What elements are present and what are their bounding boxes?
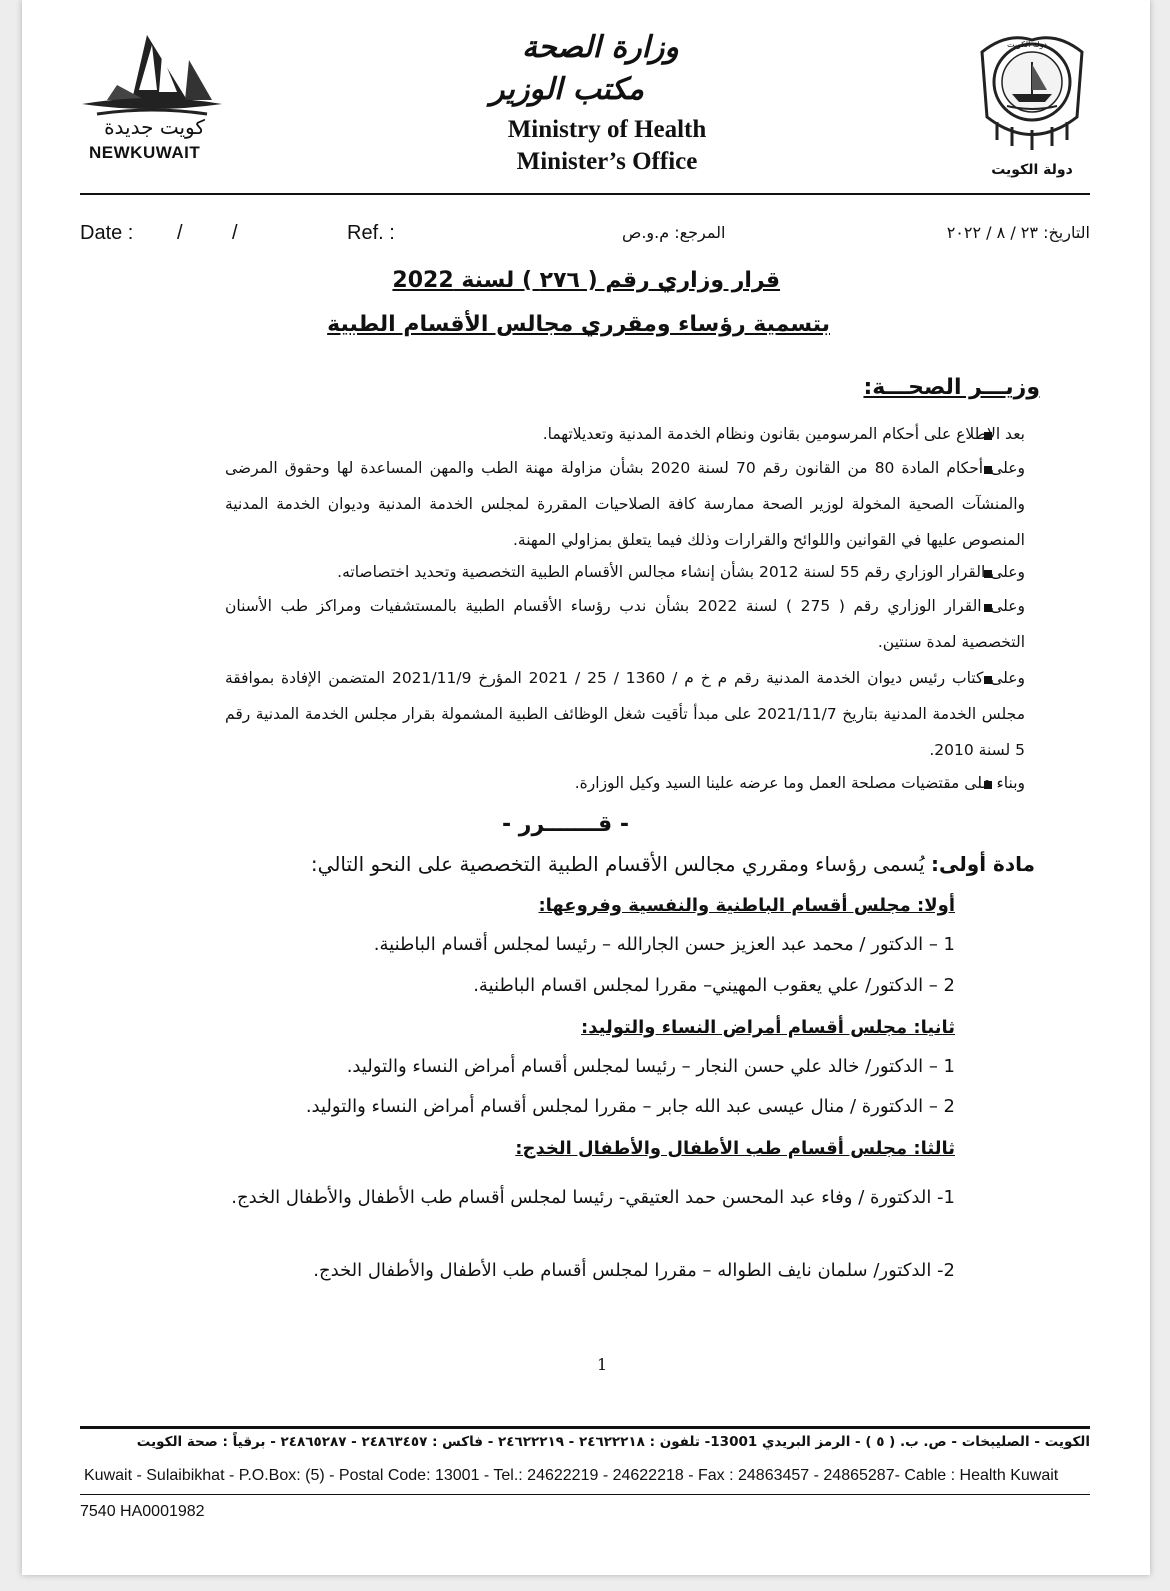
decision-title: قرار وزاري رقم ( ٢٧٦ ) لسنة 2022: [392, 268, 780, 293]
header-rule: [80, 193, 1090, 195]
list-item: 2 – الدكتورة / منال عيسى عبد الله جابر – مقررا لمجلس أقسام أمراض النساء والتوليد.: [305, 1096, 955, 1117]
minister-heading: وزيـــر الصحـــة:: [863, 375, 1040, 400]
office-english: Minister’s Office: [516, 148, 698, 175]
footer-bottom-rule: [80, 1494, 1090, 1495]
article-label: مادة أولى:: [931, 852, 1035, 876]
ministry-english: Ministry of Health: [507, 116, 707, 143]
ref-arabic: المرجع: م.و.ص: [622, 223, 726, 242]
office-arabic: مكتب الوزير: [490, 72, 644, 107]
list-item: 2 – الدكتور/ علي يعقوب المهيني– مقررا لمجلس اقسام الباطنية.: [473, 975, 955, 996]
preamble-paragraph: وبناء على مقتضيات مصلحة العمل وما عرضه علينا السيد وكيل الوزارة.: [574, 774, 1025, 792]
date-slash: /: [232, 222, 238, 244]
ref-label: Ref. :: [347, 222, 395, 244]
date-label: Date :: [80, 222, 134, 244]
list-item: 1 – الدكتور/ خالد علي حسن النجار – رئيسا لمجلس أقسام أمراض النساء والتوليد.: [346, 1056, 955, 1077]
new-kuwait-english: NEWKUWAIT: [89, 143, 201, 162]
date-slash: /: [177, 222, 183, 244]
list-item: 1- الدكتورة / وفاء عبد المحسن حمد العتيقي- رئيسا لمجلس أقسام طب الأطفال والأطفال الخدج.: [231, 1187, 955, 1208]
ministry-arabic: وزارة الصحة: [522, 30, 679, 65]
page-number: 1: [597, 1355, 608, 1374]
document-code: 7540 HA0001982: [80, 1503, 205, 1520]
section-heading: ثانيا: مجلس أقسام أمراض النساء والتوليد:: [581, 1017, 955, 1038]
new-kuwait-arabic: كويت جديدة: [104, 115, 205, 139]
preamble-paragraph: وعلى القرار الوزاري رقم 55 لسنة 2012 بشأن إنشاء مجالس الأقسام الطبية التخصصية وتحديد اختصاصاته.: [337, 563, 1025, 581]
state-of-kuwait-label: دولة الكويت: [991, 162, 1073, 178]
footer-address-arabic: الكويت - الصليبخات - ص. ب. ( ٥ ) - الرمز البريدي 13001- تلفون : ٢٤٦٢٢٢١٨ - ٢٤٦٢٢٢١٩ - فاكس : ٢٤٨٦٣٤٥٧ - ٢٤٨٦٥٢٨٧ - برقياً : صحة الكويت: [136, 1434, 1090, 1450]
decides-heading: - قـــــــرر -: [502, 812, 629, 837]
preamble-paragraph: بعد الاطلاع على أحكام المرسومين بقانون ونظام الخدمة المدنية وتعديلاتهما.: [542, 425, 1025, 443]
new-kuwait-logo: [77, 30, 227, 165]
date-arabic: التاريخ: ٢٣ / ٨ / ٢٠٢٢: [946, 223, 1090, 242]
list-item: 1 – الدكتور / محمد عبد العزيز حسن الجارالله – رئيسا لمجلس أقسام الباطنية.: [373, 934, 955, 955]
preamble-paragraph: وعلى كتاب رئيس ديوان الخدمة المدنية رقم م خ م / 1360 / 25 / 2021 المؤرخ 2021/11/9 المتضمن الإفادة بموافقة مجلس الخدمة المدنية بتاريخ 2021/11/7 على مبدأ تأقيت شغل الوظائف الطبية المشمولة بقرار مجلس الخدمة المدنية رقم 5 لسنة 2010.: [225, 669, 1026, 759]
footer-address-english: Kuwait - Sulaibikhat - P.O.Box: (5) - Postal Code: 13001 - Tel.: 24622219 - 24622218 - Fax : 24863457 - 24865287- Cable : Health Kuwait: [84, 1467, 1059, 1484]
list-item: 2- الدكتور/ سلمان نايف الطواله – مقررا لمجلس أقسام طب الأطفال والأطفال الخدج.: [313, 1260, 955, 1281]
section-heading: أولا: مجلس أقسام الباطنية والنفسية وفروعها:: [538, 895, 955, 916]
footer-rule: [80, 1426, 1090, 1429]
article-one: [311, 852, 1035, 876]
section-heading: ثالثا: مجلس أقسام طب الأطفال والأطفال الخدج:: [515, 1138, 955, 1159]
preamble-paragraph: وعلى أحكام المادة 80 من القانون رقم 70 لسنة 2020 بشأن مزاولة مهنة الطب والمهن المساعدة لها وحقوق المرضى والمنشآت الصحية المخولة لوزير الصحة ممارسة كافة الصلاحيات المقررة لمجلس الخدمة المدنية وديوان الخدمة المدنية المنصوص عليها في القوانين واللوائح والقرارات وذلك فيما يتعلق بمزاولي المهنة.: [225, 459, 1025, 549]
dhow-sail-icon: [77, 30, 227, 120]
preamble-paragraph: وعلى القرار الوزاري رقم ( 275 ) لسنة 2022 بشأن ندب رؤساء الأقسام الطبية بالمستشفيات ومراكز طب الأسنان التخصصية لمدة سنتين.: [225, 597, 1025, 651]
decision-subject: بتسمية رؤساء ومقرري مجالس الأقسام الطبية: [327, 312, 830, 337]
article-text: يُسمى رؤساء ومقرري مجالس الأقسام الطبية التخصصية على النحو التالي:: [310, 852, 925, 876]
emblem-ribbon-text: دولة الكويت: [1007, 40, 1047, 49]
kuwait-emblem: [967, 22, 1097, 187]
document-page: [22, 0, 1150, 1575]
